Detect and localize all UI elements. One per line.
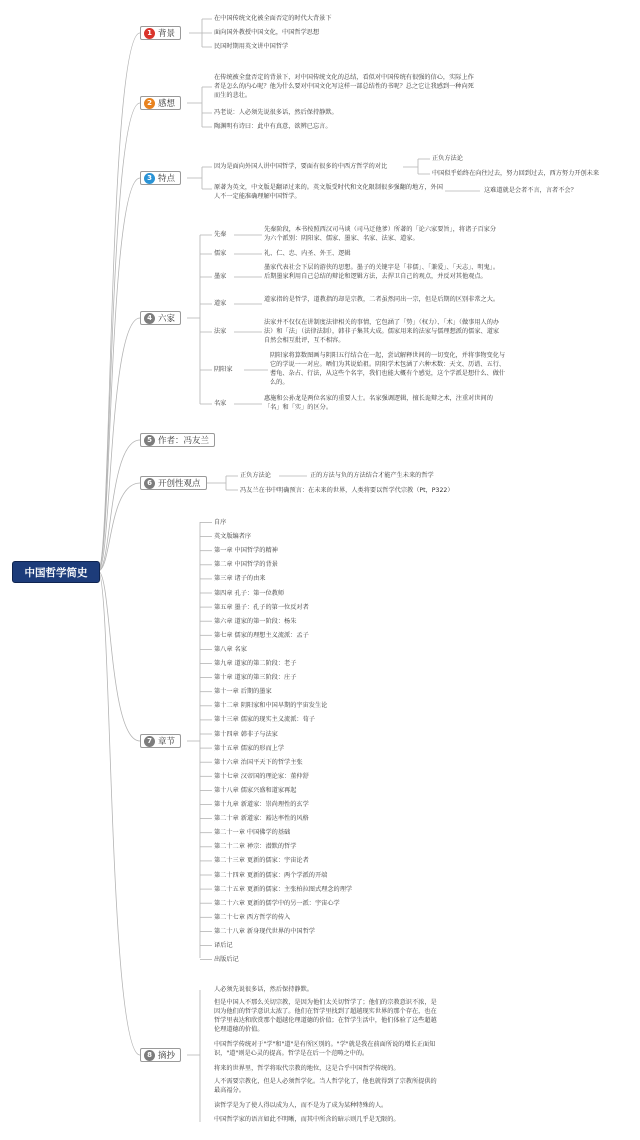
- chapter-item: 第十五章 儒家的形而上学: [214, 744, 285, 752]
- branch-features: [140, 171, 181, 185]
- excerpt-text: 将来的世界里，哲学将取代宗教的地位，这是合乎中国哲学传统的。: [214, 1065, 400, 1072]
- school-name: 法家: [214, 328, 227, 335]
- chapter-item: 第六章 道家的第一阶段：杨朱: [214, 617, 297, 625]
- chapter-item: 第二十三章 更新的儒家：宇宙论者: [214, 857, 309, 865]
- leaf-text: 民国时期用英文讲中国哲学: [214, 43, 289, 50]
- leaf-text: 在中国传统文化被全面否定的时代大背景下: [214, 15, 332, 22]
- chapter-item: 第二十八章 新身现代世界的中国哲学: [214, 927, 315, 935]
- chapter-item: 第十七章 汉帝国的理论家：董仲舒: [214, 772, 309, 780]
- leaf-text: 冯老说：人必须先说很多话，然后保持静默。: [214, 109, 338, 116]
- branch-label: 作者：冯友兰: [158, 436, 210, 446]
- number-badge: 7: [144, 736, 155, 747]
- leaf-text: 在传统被全盘否定的背景下，对中国传统文化的总结，看似对中国传统有很强的信心，实际上作者是怎么的内心呢？他为什么要对中国文化写这样一部总结性的书呢？总之它让我感到一种向死而生的悲壮。: [214, 74, 474, 99]
- branch-label: 开创性观点: [158, 479, 201, 489]
- chapter-item: 第二十二章 禅宗：潜默的哲学: [214, 843, 297, 851]
- school-text: 道家指的是哲学，道教指的却是宗教，二者虽然同出一宗，但是后期的区别非常之大。: [264, 296, 500, 303]
- chapter-item: 第七章 儒家的理想主义流派：孟子: [214, 631, 309, 639]
- number-badge: 5: [144, 435, 155, 446]
- school-text: 惠施和公孙龙是两位名家的重要人士。名家强调逻辑，擅长诡辩之术，注重对世间的「名」和「实」的区分。: [264, 395, 493, 411]
- leaf-text: 冯友兰在书中明确预言：在未来的世界，人类将要以哲学代宗教（Pt，P322）: [240, 487, 454, 494]
- excerpt-text: 人必须先说很多话，然后保持静默。: [214, 986, 313, 993]
- chapter-item: 第三章 诸子的由来: [214, 575, 266, 583]
- excerpt-text: 但是中国人不那么关切宗教，是因为他们太关切哲学了；他们的宗教意识不浓，是因为他们的哲学意识太浓了。他们在哲学里找到了超越现实世界的那个存在，也在哲学里表达和欣赏那个超越伦理道德的价值；在哲学生活中，他们体验了这些超越伦理道德的价值。: [214, 999, 437, 1033]
- number-badge: 8: [144, 1050, 155, 1061]
- chapter-item: 第十八章 儒家兴盛和道家再起: [214, 786, 297, 794]
- school-text: 法家并不仅仅在讲制度法律相关的事情，它包涵了「势」（权力）、「术」（做事用人的办法）和「法」（法律法制），韩非子集其大成。儒家用来的法家与儒理想派的儒家、道家自然会相互批评，互不相容。: [264, 319, 500, 344]
- chapter-item: 第四章 孔子：第一位教师: [214, 589, 285, 597]
- leaf-text: 正负方法论: [432, 155, 463, 162]
- branch-thoughts: [140, 96, 181, 110]
- chapter-item: 第九章 道家的第二阶段：老子: [214, 660, 297, 667]
- branch-excerpts: [140, 1048, 181, 1062]
- chapter-item: 第八章 名家: [214, 645, 247, 653]
- chapter-item: 第十一章 后期的墨家: [214, 688, 272, 696]
- leaf-text: 原著为英文，中文版是翻译过来的。英文版受时代和文化限制很多强翻的地方，外国人不一定能准确理解中国哲学。: [214, 184, 443, 200]
- school-name: 墨家: [214, 273, 227, 280]
- leaf-text: 中国似乎始终在向往过去，努力回到过去，西方努力开创未来: [432, 170, 600, 177]
- chapter-item: 第二十一章 中国佛学的基础: [214, 829, 291, 837]
- number-badge: 3: [144, 173, 155, 184]
- school-name: 儒家: [214, 250, 227, 257]
- school-name: 名家: [214, 400, 227, 407]
- branch-pioneering-views: [140, 476, 207, 490]
- branch-author: [140, 433, 215, 447]
- number-badge: 1: [144, 28, 155, 39]
- chapter-item: 译后记: [214, 942, 233, 949]
- branch-background: [140, 26, 181, 40]
- chapter-item: 第十四章 韩非子与法家: [214, 730, 278, 738]
- excerpt-text: 中国哲学传统对于"学"和"道"是有所区别的。"学"就是我在前面所说的增长正面知识，"道"则是心灵的提高。哲学是在后一个范畴之中的。: [214, 1041, 436, 1057]
- school-name: 阴阳家: [214, 366, 233, 373]
- chapter-item: 第一章 中国哲学的精神: [214, 547, 278, 555]
- number-badge: 4: [144, 313, 155, 324]
- branch-label: 特点: [158, 174, 176, 184]
- school-text: 阴阳家将算数图画与阴阳五行结合在一起，尝试解释世间的一切变化，并将事物变化与它的学说一一对应。晒们为其说始祖。阴阳学术包涵了六种术数：天文、历谱、五行、蓍龟、杂占、行法，从这些个名字，我们也能大概有个感觉，这个学派是想什么、做什么的。: [270, 352, 506, 386]
- branch-label: 背景: [158, 29, 176, 39]
- number-badge: 2: [144, 98, 155, 109]
- leaf-text: 面向国外教授中国文化，中国哲学思想: [214, 29, 320, 36]
- chapter-item: 第二十七章 西方哲学的传入: [214, 913, 291, 921]
- chapter-item: 英文版编者序: [214, 533, 252, 541]
- chapter-item: 第十二章 阴阳家和中国早期的宇宙发生论: [214, 702, 328, 710]
- chapter-item: 第十九章 新道家：崇尚理性的玄学: [214, 801, 309, 808]
- branch-label: 摘抄: [158, 1051, 176, 1061]
- branch-chapters: [140, 734, 181, 748]
- branch-label: 章节: [158, 737, 176, 747]
- excerpt-text: 中国哲学家的语言如此不明晰，而其中所含的暗示则几乎是无限的。: [214, 1116, 400, 1123]
- chapter-item: 第二十章 新道家：豁达率性的风格: [214, 815, 309, 823]
- chapter-item: 出版后记: [214, 956, 239, 964]
- school-text: 墨家代表社会下层的游侠的思想。墨子的关键字是「非儒」、「兼爱」、「天志」、明鬼」。后期墨家利用自己总结的辩论和逻辑方法，去捍卫自己的观点，并反对其他观点。: [264, 264, 500, 280]
- leaf-text: 正的方法与负的方法结合才能产生未来的哲学: [310, 472, 434, 479]
- chapter-item: 第二十五章 更新的儒家：主张柏拉图式理念的理学: [214, 885, 353, 893]
- chapter-item: 第五章 墨子：孔子的第一位反对者: [214, 603, 309, 611]
- excerpt-text: 读哲学是为了使人得以成为人，而不是为了成为某种特殊的人。: [214, 1102, 388, 1109]
- chapter-item: 第二十四章 更新的儒家：两个学派的开端: [214, 871, 328, 879]
- chapter-item: 自序: [214, 519, 227, 526]
- leaf-text: 因为是面向外国人讲中国哲学，要面有很多的中西方哲学的对比: [214, 163, 388, 170]
- number-badge: 6: [144, 478, 155, 489]
- branch-six-schools: [140, 311, 181, 325]
- school-name: 先秦: [214, 231, 227, 238]
- chapter-item: 第二十六章 更新的儒学中的另一派：宇宙心学: [214, 899, 340, 907]
- leaf-text: 正负方法论: [240, 472, 271, 479]
- chapter-item: 第十章 道家的第三阶段：庄子: [214, 674, 297, 682]
- chapter-item: 第二章 中国哲学的背景: [214, 561, 278, 569]
- branch-label: 六家: [158, 314, 176, 324]
- school-text: 礼、仁、忠、内圣、外王、逻辑: [264, 250, 351, 257]
- branch-label: 感想: [158, 99, 176, 109]
- school-text: 先秦阶段，本书按照西汉司马谈（司马迁他爹）所著的「论六家要旨」，将诸子百家分为六个派别：阴阳家、儒家、墨家、名家、法家、道家。: [264, 226, 497, 242]
- chapter-item: 第十三章 儒家的现实主义流派：荀子: [214, 716, 315, 724]
- leaf-text: 陶渊明有诗曰：此中有真意，欲辨已忘言。: [214, 123, 332, 130]
- leaf-text: 这难道就是会者不言，言者不会？: [484, 187, 577, 194]
- excerpt-text: 人不需要宗教化，但是人必须哲学化。当人哲学化了，他也就得到了宗教所提供的最高福分。: [214, 1078, 437, 1094]
- root-node: 中国哲学简史: [12, 561, 100, 583]
- chapter-item: 第十六章 治国平天下的哲学主张: [214, 758, 303, 766]
- school-name: 道家: [214, 300, 227, 307]
